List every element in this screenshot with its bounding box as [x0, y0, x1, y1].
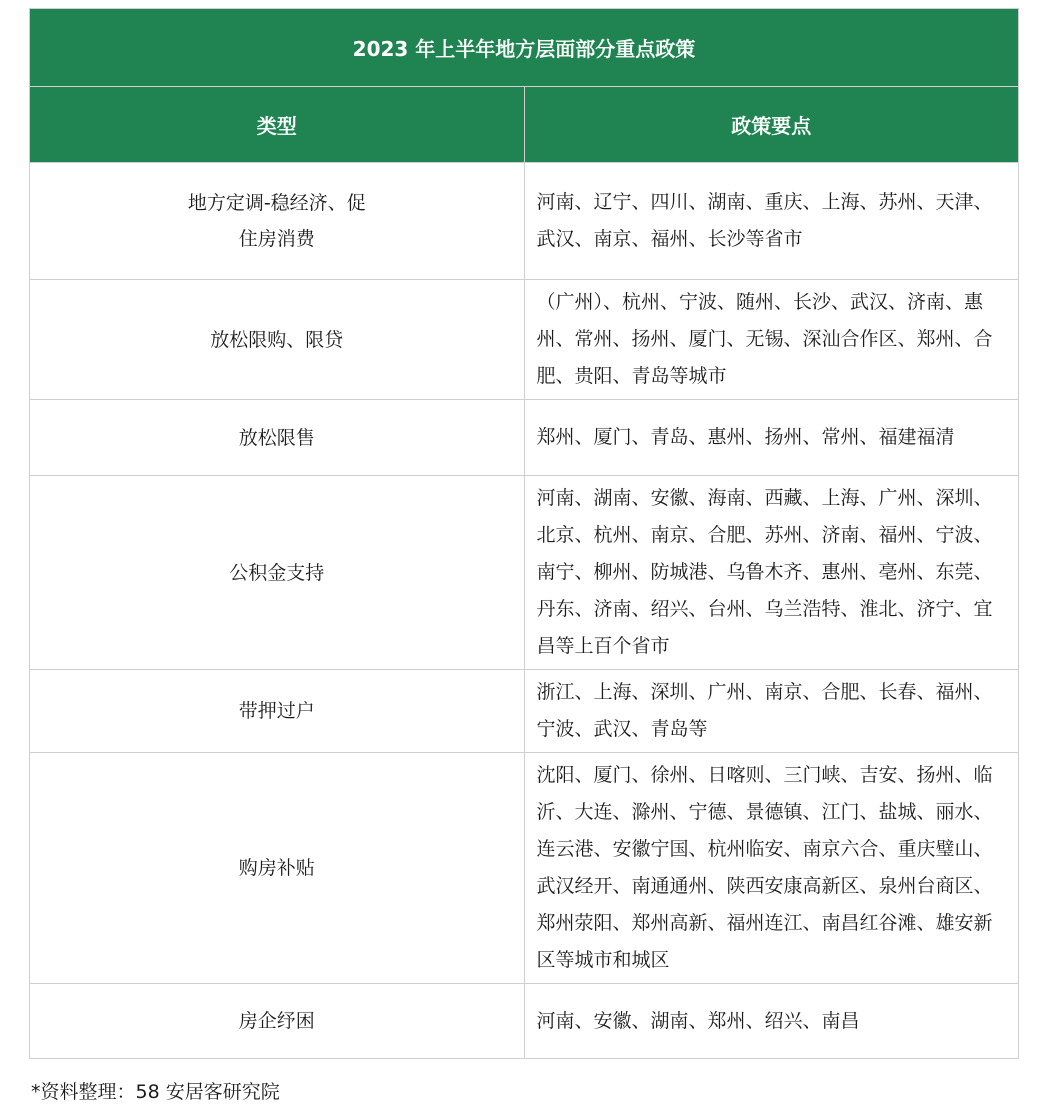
row-type-cell: 带押过户	[30, 670, 525, 753]
table-title-row	[30, 9, 1019, 87]
row-points-cell: 河南、湖南、安徽、海南、西藏、上海、广州、深圳、北京、杭州、南京、合肥、苏州、济南、福州、宁波、南宁、柳州、防城港、乌鲁木齐、惠州、亳州、东莞、丹东、济南、绍兴、台州、乌兰浩特、淮北、济宁、宜昌等上百个省市	[524, 476, 1019, 670]
row-points-cell: 浙江、上海、深圳、广州、南京、合肥、长春、福州、宁波、武汉、青岛等	[524, 670, 1019, 753]
column-header-points: 政策要点	[524, 87, 1019, 163]
column-header-type: 类型	[30, 87, 525, 163]
table-row	[30, 476, 1019, 670]
table-row	[30, 984, 1019, 1059]
table-title: 2023 年上半年地方层面部分重点政策	[30, 9, 1019, 87]
table-row	[30, 280, 1019, 400]
policy-table-container	[29, 8, 1019, 1104]
policy-table	[29, 8, 1019, 1059]
row-type-cell: 放松限购、限贷	[30, 280, 525, 400]
table-row	[30, 163, 1019, 280]
row-points-cell: 河南、辽宁、四川、湖南、重庆、上海、苏州、天津、武汉、南京、福州、长沙等省市	[524, 163, 1019, 280]
table-row	[30, 670, 1019, 753]
row-type-label: 地方定调-稳经济、促住房消费	[187, 192, 366, 250]
table-row	[30, 400, 1019, 476]
row-points-cell: 沈阳、厦门、徐州、日喀则、三门峡、吉安、扬州、临沂、大连、滁州、宁德、景德镇、江门、盐城、丽水、连云港、安徽宁国、杭州临安、南京六合、重庆璧山、武汉经开、南通通州、陕西安康高新区、泉州台商区、郑州荥阳、郑州高新、福州连江、南昌红谷滩、雄安新区等城市和城区	[524, 753, 1019, 984]
row-points-cell: 郑州、厦门、青岛、惠州、扬州、常州、福建福清	[524, 400, 1019, 476]
row-type-cell: 购房补贴	[30, 753, 525, 984]
table-row	[30, 753, 1019, 984]
row-points-cell: （广州）、杭州、宁波、随州、长沙、武汉、济南、惠州、常州、扬州、厦门、无锡、深汕合作区、郑州、合肥、贵阳、青岛等城市	[524, 280, 1019, 400]
source-footnote: *资料整理：58 安居客研究院	[31, 1081, 280, 1103]
row-type-cell: 放松限售	[30, 400, 525, 476]
table-header-row	[30, 87, 1019, 163]
row-type-cell: 公积金支持	[30, 476, 525, 670]
row-type-cell	[30, 163, 525, 280]
row-points-cell: 河南、安徽、湖南、郑州、绍兴、南昌	[524, 984, 1019, 1059]
row-type-cell: 房企纾困	[30, 984, 525, 1059]
